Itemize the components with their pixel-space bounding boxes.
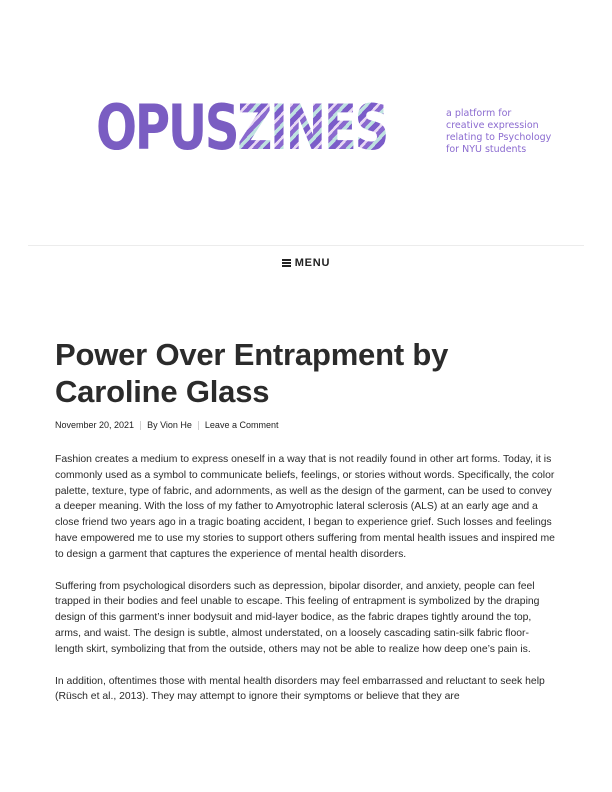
site-header: [0, 0, 612, 246]
meta-separator: [198, 421, 199, 430]
tagline-line: a platform for: [446, 108, 512, 119]
menu-toggle-button[interactable]: [282, 257, 331, 269]
post-title-line: Power Over Entrapment by: [55, 337, 449, 372]
tagline-line: relating to Psychology: [446, 132, 552, 143]
post-meta: [55, 420, 278, 430]
post-title-line: Caroline Glass: [55, 374, 270, 409]
post-date-link[interactable]: November 20, 2021: [55, 420, 135, 430]
logo-wordmark[interactable]: [96, 92, 431, 164]
hamburger-icon: [282, 259, 291, 267]
header-divider: [28, 245, 584, 246]
logo-text-zines: ZINES: [237, 91, 388, 164]
site-tagline: [446, 108, 576, 156]
post-title: [55, 336, 535, 410]
tagline-line: for NYU students: [446, 144, 527, 155]
meta-separator: [140, 421, 141, 430]
post-paragraph: In addition, oftentimes those with mental health disorders may feel embarrassed and reluctant to seek help (Rüsch et al., 2013). They may attempt to ignore their symptoms or believe that they are: [55, 675, 545, 703]
post-paragraph: Fashion creates a medium to express oneself in a way that is not readily found in other art forms. Today, it is commonly used as a symbol to communicate beliefs, feelings, or stories without words. Specifically, the color palette, texture, type of fabric, and adornments, as well as the design of the garment, can be used to convey a deeper meaning. With the loss of my father to Amyotrophic lateral sclerosis (ALS) at an early age and a close friend two years ago in a tragic boating accident, I began to experience grief. Such losses and feelings have empowered me to use my stories to support others suffering from mental health issues and inspired me to design a garment that captures the experience of mental health disorders.: [55, 454, 555, 560]
tagline-line: creative expression: [446, 120, 539, 131]
logo-text-opus: OPUS: [96, 91, 238, 164]
leave-comment-link[interactable]: Leave a Comment: [204, 420, 279, 430]
menu-label: MENU: [294, 257, 331, 269]
post-paragraph: Suffering from psychological disorders such as depression, bipolar disorder, and anxiety, people can feel trapped in their bodies and feel unable to escape. This feeling of entrapment is symbolized by the draping design of this garment’s inner bodysuit and mid-layer bodice, as the fabric drapes tightly around the top, arms, and waist. The design is subtle, almost understated, on a loosely cascading satin-silk fabric floor-length skirt, symbolizing that from the outside, others may not be able to realize how deep one’s pain is.: [55, 580, 540, 655]
post-author-link[interactable]: By Vion He: [147, 420, 192, 430]
post-content: [55, 452, 555, 721]
main-navigation: [0, 257, 612, 270]
